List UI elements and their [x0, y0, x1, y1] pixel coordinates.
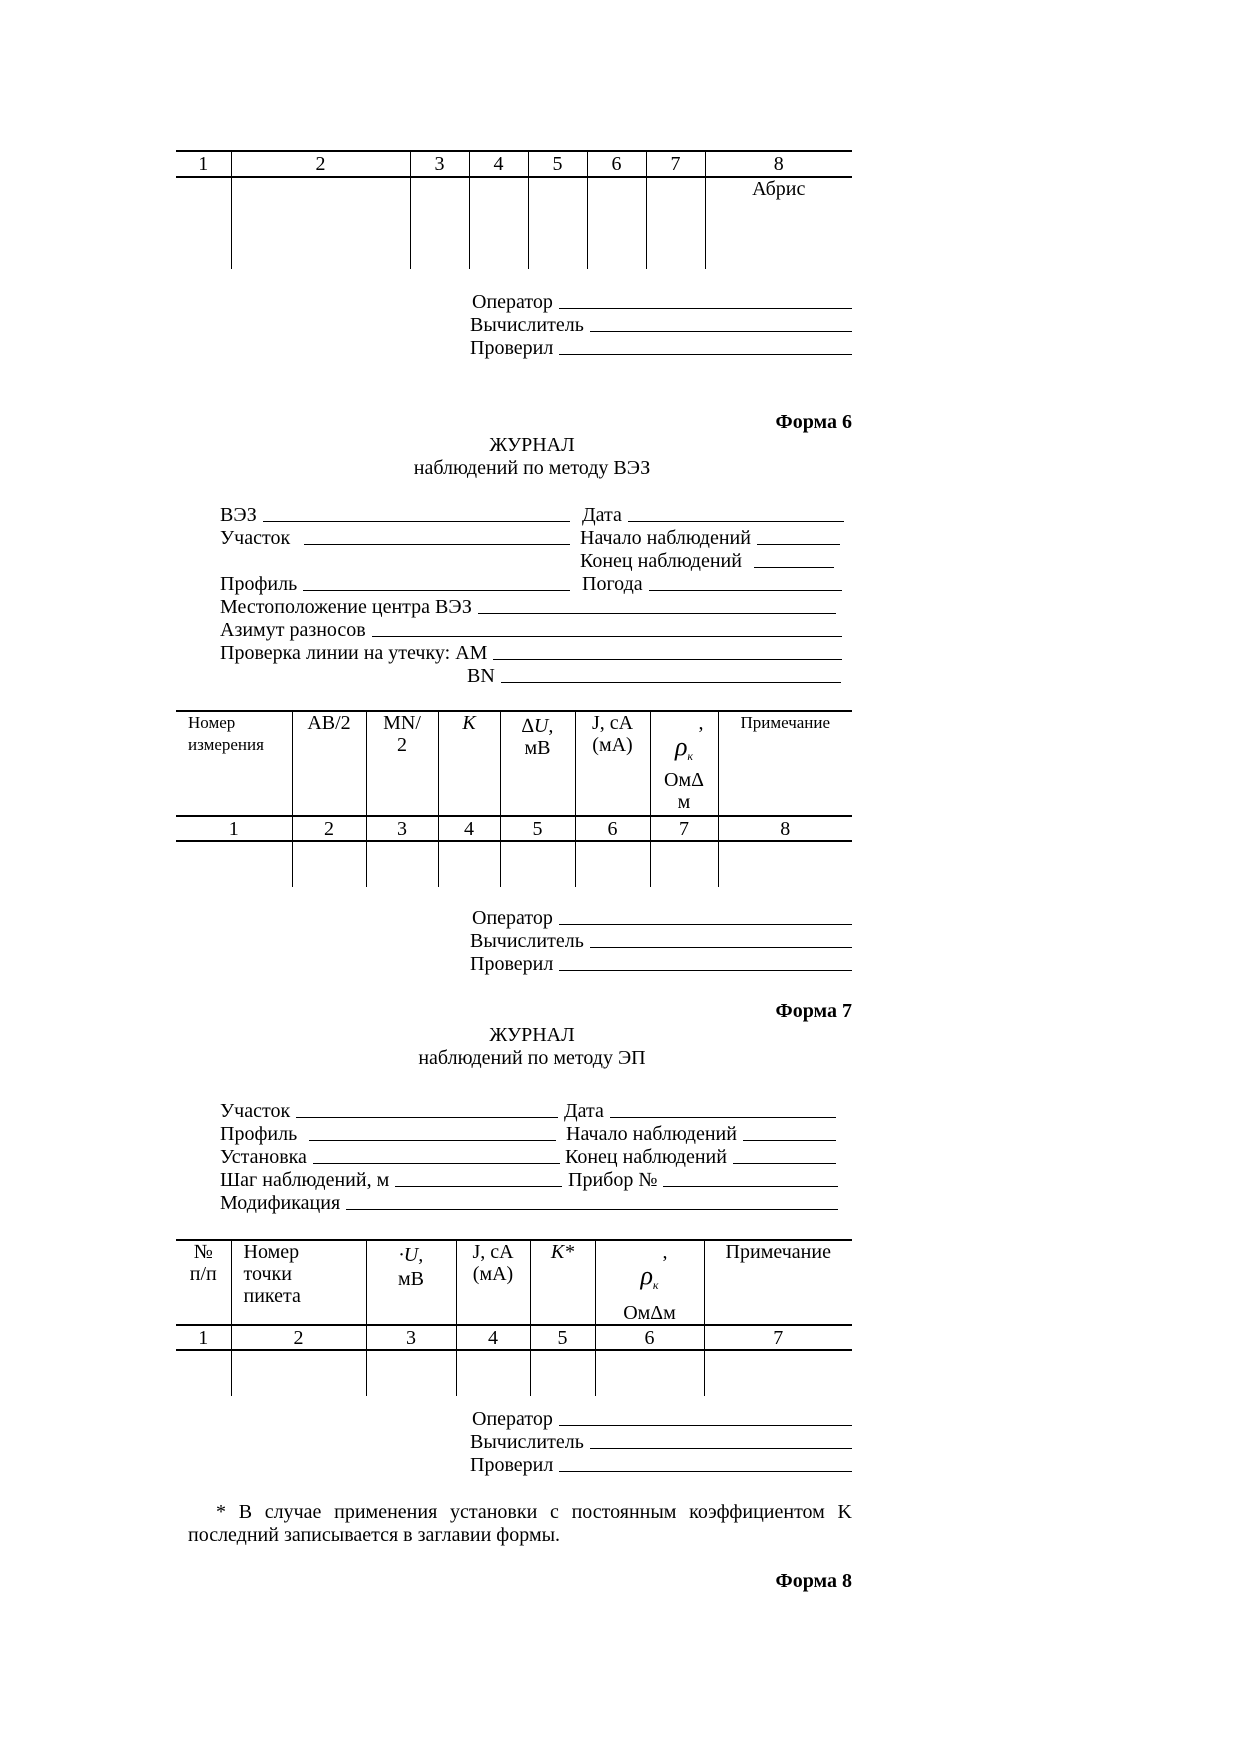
- f6-cell-7[interactable]: [650, 841, 718, 887]
- f6-h-number-text: Номер измерения: [188, 713, 264, 754]
- location-label: Местоположение центра ВЭЗ: [220, 596, 472, 618]
- f6-h-j-l2: (мА): [592, 734, 633, 756]
- top-cell-3[interactable]: [410, 177, 469, 269]
- checked-row[interactable]: [466, 953, 852, 976]
- checked-row[interactable]: [466, 1454, 852, 1477]
- abris-label: Абрис: [752, 178, 806, 200]
- vez-label: ВЭЗ: [220, 504, 257, 526]
- f7-h-j-l1: J, сА: [472, 1241, 514, 1263]
- form7-setup-field[interactable]: [220, 1146, 560, 1169]
- top-cell-6[interactable]: [587, 177, 646, 269]
- start-label: Начало наблюдений: [580, 527, 751, 549]
- f7-num-7: 7: [704, 1325, 852, 1350]
- f7-profile-label: Профиль: [220, 1123, 298, 1145]
- form7-subtitle: наблюдений по методу ЭП: [418, 1047, 646, 1069]
- date-line[interactable]: [628, 504, 844, 522]
- azimuth-label: Азимут разносов: [220, 619, 366, 641]
- form6-table: [176, 710, 852, 887]
- site-line[interactable]: [304, 527, 570, 545]
- f6-h-mn2-l1: MN/: [383, 712, 421, 734]
- form7-label: Форма 7: [775, 1000, 852, 1022]
- calculator-label: Вычислитель: [470, 314, 584, 336]
- f6-h-rho: [650, 711, 718, 816]
- f6-num-3: 3: [366, 816, 438, 841]
- f7-step-line[interactable]: [395, 1169, 562, 1187]
- f7-h-rho-comma: ,: [662, 1241, 668, 1263]
- f7-site-label: Участок: [220, 1100, 291, 1122]
- top-header-8: 8: [705, 151, 852, 177]
- top-header-2: 2: [231, 151, 410, 177]
- f7-num-4: 4: [456, 1325, 530, 1350]
- operator-label: Оператор: [472, 291, 553, 313]
- f6-h-rho-comma: ,: [698, 712, 704, 734]
- f6-h-ab2: AB/2: [292, 711, 366, 816]
- footnote: * В случае применения установки с постоянным коэффициентом K последний записывается в заглавии формы.: [188, 1501, 852, 1546]
- weather-label: Погода: [582, 573, 643, 595]
- f7-h-u-l2: мВ: [398, 1268, 424, 1290]
- end-line[interactable]: [754, 550, 834, 568]
- signature-block-3: [466, 1408, 852, 1477]
- vez-line[interactable]: [263, 504, 570, 522]
- operator-row[interactable]: [466, 1408, 852, 1431]
- top-header-4: 4: [469, 151, 528, 177]
- f7-device-label: Прибор №: [568, 1169, 658, 1191]
- signature-block-2: [466, 907, 852, 976]
- f6-cell-2[interactable]: [292, 841, 366, 887]
- f7-end-label: Конец наблюдений: [565, 1146, 727, 1168]
- form7-title: ЖУРНАЛ: [489, 1024, 575, 1046]
- top-cell-abris: [705, 177, 852, 269]
- f7-h-rho: [595, 1240, 704, 1325]
- f6-num-8: 8: [718, 816, 852, 841]
- operator-label: Оператор: [472, 907, 553, 929]
- calculator-label: Вычислитель: [470, 930, 584, 952]
- f7-rho-symbol: ρ: [640, 1261, 653, 1290]
- form6-vez-field[interactable]: [220, 504, 570, 527]
- f6-h-du-l1: ∆U,: [521, 715, 554, 737]
- form7-device-field[interactable]: [568, 1169, 838, 1192]
- f6-num-2: 2: [292, 816, 366, 841]
- f7-num-2: 2: [231, 1325, 366, 1350]
- f6-h-j: [575, 711, 650, 816]
- f7-h-no-l2: п/п: [189, 1263, 217, 1285]
- top-cell-5[interactable]: [528, 177, 587, 269]
- form8-label: Форма 8: [775, 1570, 852, 1592]
- f7-modification-line[interactable]: [346, 1192, 838, 1210]
- checked-label: Проверил: [470, 953, 554, 975]
- f6-cell-4[interactable]: [438, 841, 500, 887]
- f7-modification-label: Модификация: [220, 1192, 341, 1214]
- f6-num-6: 6: [575, 816, 650, 841]
- operator-row[interactable]: [466, 291, 852, 314]
- leak-bn-line[interactable]: [501, 665, 841, 683]
- calculator-line[interactable]: [590, 314, 852, 332]
- checked-row[interactable]: [466, 337, 852, 360]
- f6-num-1: 1: [176, 816, 292, 841]
- form6-leak-am-field[interactable]: [220, 642, 842, 665]
- f7-h-point-l1: Номер: [243, 1241, 300, 1263]
- calculator-line[interactable]: [590, 930, 852, 948]
- top-header-1: 1: [176, 151, 231, 177]
- f7-num-1: 1: [176, 1325, 231, 1350]
- f7-cell-2[interactable]: [231, 1350, 366, 1396]
- leak-bn-label: BN: [467, 665, 495, 687]
- signature-block-1: [466, 291, 852, 360]
- rho-sub: к: [687, 749, 694, 763]
- f7-rho-sub: к: [652, 1278, 659, 1292]
- form7-step-field[interactable]: [220, 1169, 562, 1192]
- top-cell-1[interactable]: [176, 177, 231, 269]
- f6-num-4: 4: [438, 816, 500, 841]
- f6-cell-5[interactable]: [500, 841, 575, 887]
- f7-num-6: 6: [595, 1325, 704, 1350]
- f7-start-label: Начало наблюдений: [566, 1123, 737, 1145]
- f7-num-3: 3: [366, 1325, 456, 1350]
- f7-site-line[interactable]: [296, 1100, 558, 1118]
- checked-label: Проверил: [470, 337, 554, 359]
- location-line[interactable]: [478, 596, 836, 614]
- operator-line[interactable]: [559, 907, 852, 925]
- f7-h-no: [176, 1240, 231, 1325]
- date-label: Дата: [582, 504, 622, 526]
- form6-date-field[interactable]: [582, 504, 844, 527]
- f7-cell-7[interactable]: [704, 1350, 852, 1396]
- f7-setup-line[interactable]: [313, 1146, 560, 1164]
- top-cell-2[interactable]: [231, 177, 410, 269]
- profile-label: Профиль: [220, 573, 298, 595]
- f7-cell-3[interactable]: [366, 1350, 456, 1396]
- top-header-7: 7: [646, 151, 705, 177]
- f7-h-j: [456, 1240, 530, 1325]
- form7-site-field[interactable]: [220, 1100, 558, 1123]
- form6-end-field[interactable]: [580, 550, 834, 573]
- form7-end-field[interactable]: [565, 1146, 836, 1169]
- form6-subtitle: наблюдений по методу ВЭЗ: [413, 457, 651, 479]
- f7-date-line[interactable]: [610, 1100, 836, 1118]
- operator-label: Оператор: [472, 1408, 553, 1430]
- leak-am-line[interactable]: [493, 642, 842, 660]
- f7-h-rho-unit: ОмΔм: [623, 1302, 676, 1324]
- f7-h-no-l1: №: [193, 1241, 213, 1263]
- end-label: Конец наблюдений: [580, 550, 742, 572]
- f6-h-k: K: [438, 711, 500, 816]
- calculator-row[interactable]: [466, 314, 852, 337]
- form6-weather-field[interactable]: [582, 573, 842, 596]
- start-line[interactable]: [757, 527, 840, 545]
- form6-leak-bn-field[interactable]: [467, 665, 841, 688]
- weather-line[interactable]: [649, 573, 842, 591]
- f7-profile-line[interactable]: [309, 1123, 556, 1141]
- profile-line[interactable]: [303, 573, 570, 591]
- f6-num-7: 7: [650, 816, 718, 841]
- f7-h-point: [231, 1240, 366, 1325]
- f7-h-point-l2: точки: [243, 1263, 292, 1285]
- calculator-row[interactable]: [466, 1431, 852, 1454]
- form7-profile-field[interactable]: [220, 1123, 556, 1146]
- f7-cell-4[interactable]: [456, 1350, 530, 1396]
- f7-h-rho-symbol: [596, 1263, 704, 1298]
- site-label: Участок: [220, 527, 291, 549]
- form7-date-field[interactable]: [564, 1100, 836, 1123]
- operator-row[interactable]: [466, 907, 852, 930]
- azimuth-line[interactable]: [372, 619, 842, 637]
- calculator-line[interactable]: [590, 1431, 852, 1449]
- form6-azimuth-field[interactable]: [220, 619, 842, 642]
- f6-h-j-l1: J, сА: [591, 712, 634, 734]
- operator-line[interactable]: [559, 1408, 852, 1426]
- top-cell-7[interactable]: [646, 177, 705, 269]
- leak-am-label: Проверка линии на утечку: AM: [220, 642, 488, 664]
- checked-line[interactable]: [559, 953, 852, 971]
- f6-h-du: [500, 711, 575, 816]
- f6-cell-3[interactable]: [366, 841, 438, 887]
- f7-h-k: K*: [530, 1240, 595, 1325]
- f7-h-point-l3: пикета: [243, 1285, 301, 1307]
- f7-end-line[interactable]: [733, 1146, 836, 1164]
- f6-cell-8[interactable]: [718, 841, 852, 887]
- f6-h-rho-symbol: [651, 734, 718, 769]
- calculator-label: Вычислитель: [470, 1431, 584, 1453]
- form6-location-field[interactable]: [220, 596, 836, 619]
- f7-h-note: Примечание: [704, 1240, 852, 1325]
- top-header-6: 6: [587, 151, 646, 177]
- f7-cell-5[interactable]: [530, 1350, 595, 1396]
- f6-h-note: Примечание: [718, 711, 852, 816]
- f6-cell-1[interactable]: [176, 841, 292, 887]
- form6-title: ЖУРНАЛ: [489, 434, 575, 456]
- form6-profile-field[interactable]: [220, 573, 570, 596]
- form6-site-field[interactable]: [220, 527, 570, 550]
- f7-setup-label: Установка: [220, 1146, 307, 1168]
- f7-cell-1[interactable]: [176, 1350, 231, 1396]
- checked-label: Проверил: [470, 1454, 554, 1476]
- f7-h-u: [366, 1240, 456, 1325]
- f6-h-mn2-l2: 2: [397, 734, 407, 756]
- f6-h-rho-unit-m: м: [677, 791, 691, 813]
- form7-table: [176, 1239, 852, 1396]
- form6-label: Форма 6: [775, 411, 852, 433]
- f7-cell-6[interactable]: [595, 1350, 704, 1396]
- top-header-5: 5: [528, 151, 587, 177]
- f7-device-line[interactable]: [663, 1169, 838, 1187]
- f6-h-du-l2: мВ: [524, 737, 551, 759]
- f6-num-5: 5: [500, 816, 575, 841]
- operator-line[interactable]: [559, 291, 852, 309]
- f7-num-5: 5: [530, 1325, 595, 1350]
- checked-line[interactable]: [559, 1454, 852, 1472]
- top-cell-4[interactable]: [469, 177, 528, 269]
- checked-line[interactable]: [559, 337, 852, 355]
- rho-symbol: ρ: [674, 732, 688, 761]
- f7-start-line[interactable]: [743, 1123, 836, 1141]
- f7-step-label: Шаг наблюдений, м: [220, 1169, 390, 1191]
- f7-h-u-l1: ·U,: [398, 1244, 424, 1266]
- form7-start-field[interactable]: [566, 1123, 836, 1146]
- calculator-row[interactable]: [466, 930, 852, 953]
- form6-start-field[interactable]: [580, 527, 840, 550]
- f7-h-j-l2: (мА): [472, 1263, 514, 1285]
- form7-modification-field[interactable]: [220, 1192, 838, 1215]
- f7-date-label: Дата: [564, 1100, 604, 1122]
- f6-h-mn2: [366, 711, 438, 816]
- top-table: [176, 150, 852, 269]
- top-header-3: 3: [410, 151, 469, 177]
- f6-h-rho-unit: ОмΔ: [664, 769, 704, 791]
- f6-h-number: [176, 711, 292, 816]
- f6-cell-6[interactable]: [575, 841, 650, 887]
